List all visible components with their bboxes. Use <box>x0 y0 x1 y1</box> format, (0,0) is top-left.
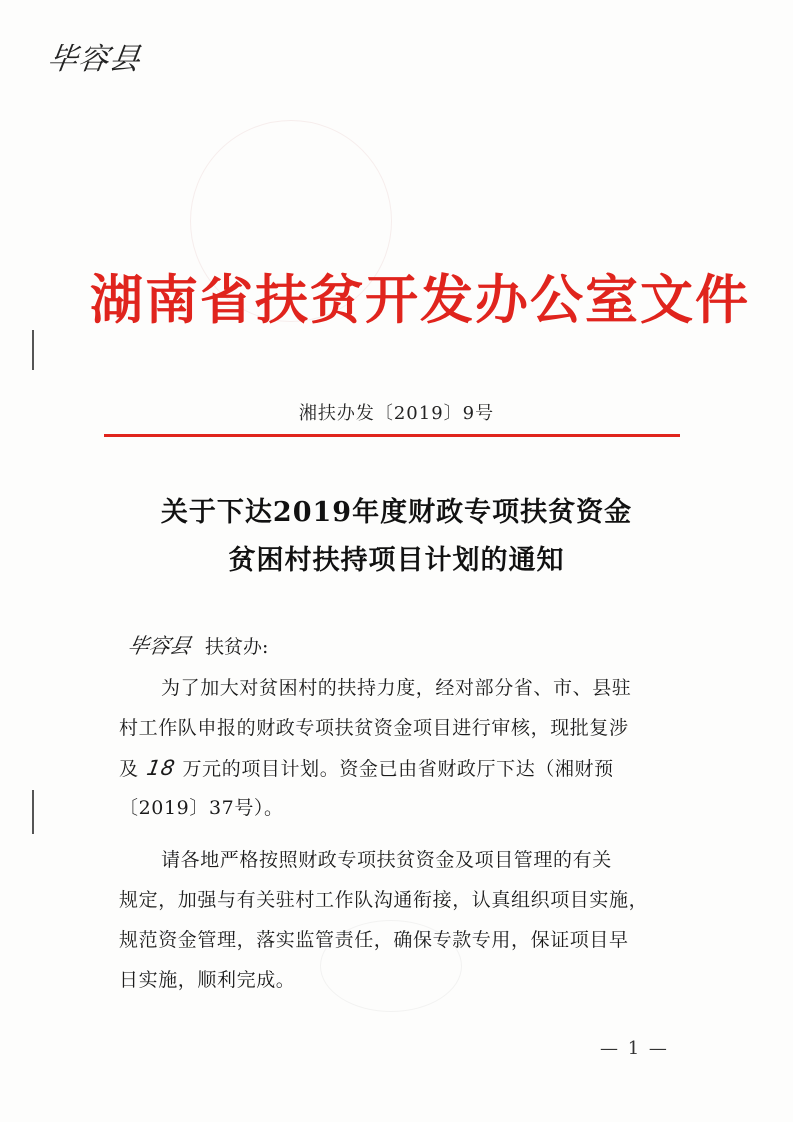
paragraph-1-line-2: 村工作队申报的财政专项扶贫资金项目进行审核，现批复涉 <box>119 717 629 739</box>
red-divider-line <box>104 434 680 437</box>
recipient-printed: 扶贫办: <box>205 636 269 658</box>
paragraph-2-line-4: 日实施，顺利完成。 <box>119 969 296 991</box>
document-header-title: 湖南省扶贫开发办公室文件 <box>90 270 750 331</box>
paragraph-1 <box>119 668 679 828</box>
handwritten-county-note: 毕容县 <box>45 42 143 77</box>
notice-title-line-1: 关于下达2019年度财政专项扶贫资金 <box>160 497 633 528</box>
binding-mark-top <box>32 330 34 370</box>
paragraph-1-line-3 <box>119 748 679 788</box>
recipient-line <box>125 630 269 660</box>
paragraph-2-line-2: 规定，加强与有关驻村工作队沟通衔接，认真组织项目实施， <box>119 889 649 911</box>
document-number: 湘扶办发〔2019〕9号 <box>298 403 495 424</box>
notice-title-line-2: 贫困村扶持项目计划的通知 <box>228 545 565 576</box>
paragraph-1-line-1: 为了加大对贫困村的扶持力度，经对部分省、市、县驻 <box>161 677 632 699</box>
paragraph-2-line-3: 规范资金管理，落实监管责任，确保专款专用，保证项目早 <box>119 929 629 951</box>
page-number: — 1 — <box>600 1038 669 1059</box>
paragraph-1-line-4: 〔2019〕37号）。 <box>119 797 284 819</box>
amount-prefix: 及 <box>119 758 139 780</box>
handwritten-recipient: 毕容县 <box>125 634 193 658</box>
paragraph-2-line-1: 请各地严格按照财政专项扶贫资金及项目管理的有关 <box>161 849 612 871</box>
binding-mark-bottom <box>32 790 34 834</box>
amount-suffix: 万元的项目计划。资金已由省财政厅下达（湘财预 <box>182 758 614 780</box>
handwritten-amount: 18 <box>144 756 177 780</box>
paragraph-2 <box>119 840 679 1000</box>
